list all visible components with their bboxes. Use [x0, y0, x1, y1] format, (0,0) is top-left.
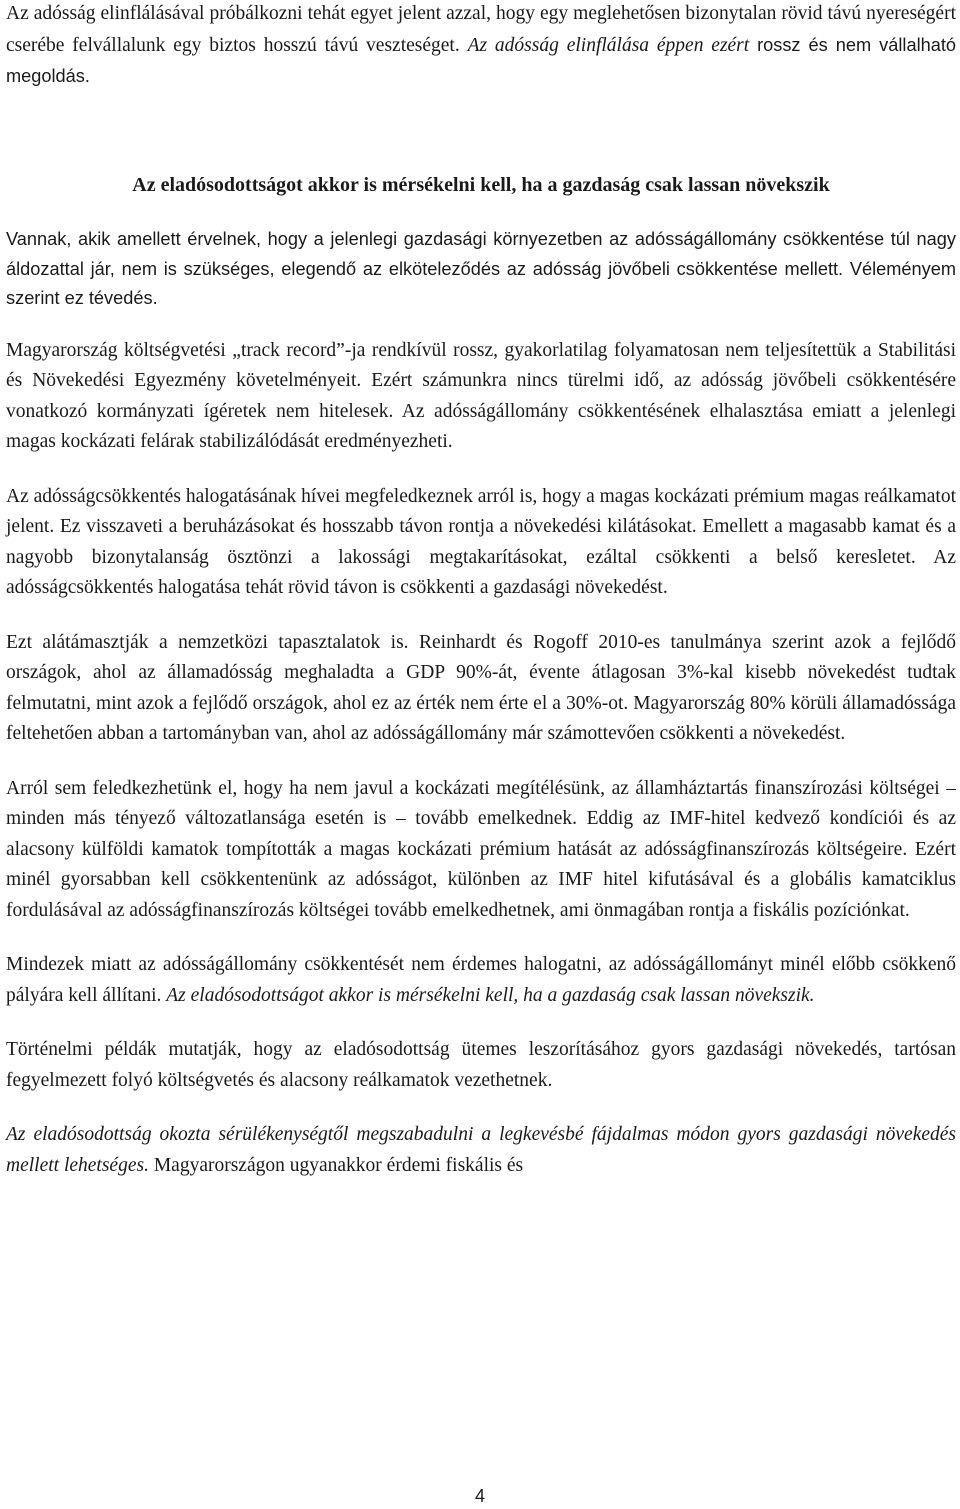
- paragraph-7: [6, 950, 956, 1011]
- paragraph-7-italic: Az eladósodottságot akkor is mérsékelni kell, ha a gazdaság csak lassan növekszik.: [166, 984, 815, 1006]
- paragraph-6: Arról sem feledkezhetünk el, hogy ha nem javul a kockázati megítélésünk, az államháztartás finanszírozási költségei – minden más tényező változatlansága esetén is – tovább emelkednek. Eddig az IMF-hitel kedvező kondíciói és az alacsony külföldi kamatok tompították a magas kockázati prémium hatását az adósságfinanszírozás költségeire. Ezért minél gyorsabban kell csökkentenünk az adósságot, különben az IMF hitel kifutásával és a globális kamatciklus fordulásával az adósságfinanszírozás költségei tovább emelkedhetnek, ami önmagában rontja a fiskális pozíciónkat.: [6, 777, 956, 921]
- paragraph-8: Történelmi példák mutatják, hogy az eladósodottság ütemes leszorításához gyors gazdasági növekedés, tartósan fegyelmezett folyó költségvetés és alacsony reálkamatok vezethetnek.: [6, 1039, 956, 1091]
- paragraph-9-italic: Az eladósodottság okozta sérülékenységtől megszabadulni a legkevésbé fájdalmas módon gyors gazdasági növekedés mellett lehetséges.: [6, 1124, 956, 1176]
- paragraph-5: Ezt alátámasztják a nemzetközi tapasztalatok is. Reinhardt és Rogoff 2010-es tanulmánya szerint azok a fejlődő országok, ahol az államadósság meghaladta a GDP 90%-át, évente átlagosan 3%-kal kisebb növekedést tudtak felmutatni, mint azok a fejlődő országok, ahol ez az érték nem érte el a 30%-ot. Magyarország 80% körüli államadóssága feltehetően abban a tartományban van, ahol az adósságállomány már számottevően csökkenti a növekedést.: [6, 631, 956, 744]
- section-heading: Az eladósodottságot akkor is mérsékelni kell, ha a gazdaság csak lassan növekszik: [132, 174, 830, 196]
- intro-italic-text: Az adósság elinflálása éppen ezért: [467, 34, 750, 56]
- paragraph-2: Vannak, akik amellett érvelnek, hogy a jelenlegi gazdasági környezetben az adósságállomány csökkentése túl nagy áldozattal jár, nem is szükséges, elegendő az elköteleződés az adósság jövőbeli csökkentése mellett. Véleményem szerint ez tévedés.: [6, 229, 956, 308]
- intro-paragraph: [6, 0, 956, 93]
- intro-ending-text: rossz és nem vállalható megoldás.: [6, 34, 957, 86]
- body-text: [6, 225, 956, 1181]
- paragraph-7-text: Mindezek miatt az adósságállomány csökkentését nem érdemes halogatni, az adósságállományt minél előbb csökkenő pályára kell állítani.: [6, 954, 956, 1006]
- document-page: [6, 0, 957, 1176]
- paragraph-3: Magyarország költségvetési „track record”-ja rendkívül rossz, gyakorlatilag folyamatosan nem teljesítettük a Stabilitási és Növekedési Egyezmény követelményeit. Ezért számunkra nincs türelmi idő, az adósság jövőbeli csökkentésére vonatkozó kormányzati ígéretek nem hitelesek. Az adósságállomány csökkentésének elhalasztása emiatt a jelenlegi magas kockázati felárak stabilizálódását eredményezheti.: [6, 339, 956, 452]
- paragraph-9: [6, 1120, 956, 1181]
- intro-text: Az adósság elinflálásával próbálkozni tehát egyet jelent azzal, hogy egy meglehetősen bizonytalan rövid távú nyereségért cserébe felvállalunk egy biztos hosszú távú veszteséget.: [6, 3, 956, 56]
- paragraph-4: Az adósságcsökkentés halogatásának hívei megfeledkeznek arról is, hogy a magas kockázati prémium magas reálkamatot jelent. Ez visszaveti a beruházásokat és hosszabb távon rontja a növekedési kilátásokat. Emellett a magasabb kamat és a nagyobb bizonytalanság ösztönzi a lakossági megtakarításokat, ezáltal csökkenti a belső keresletet. Az adósságcsökkentés halogatása tehát rövid távon is csökkenti a gazdasági növekedést.: [6, 485, 956, 598]
- page-number: 4: [474, 1486, 485, 1506]
- paragraph-9-text: Magyarországon ugyanakkor érdemi fiskális és: [153, 1154, 524, 1176]
